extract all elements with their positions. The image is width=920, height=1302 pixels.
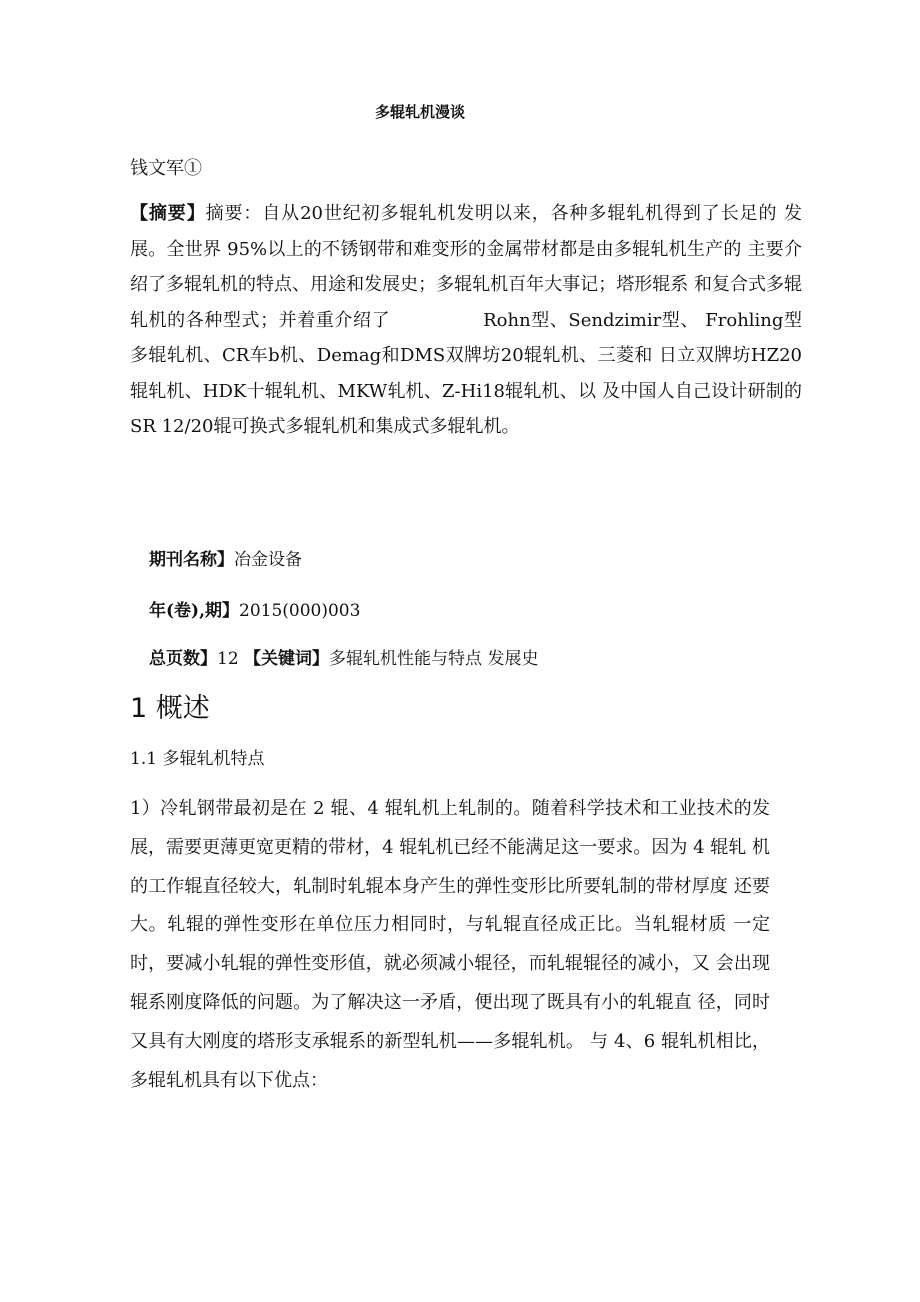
journal-value: 冶金设备 xyxy=(234,550,302,570)
document-title: 多辊轧机漫谈 xyxy=(374,103,465,121)
pages-label: 总页数】 xyxy=(149,649,217,669)
body-paragraph: 1）冷轧钢带最初是在 2 辊、4 辊轧机上轧制的。随着科学技术和工业技术的发展，需要更薄更宽更精的带材，4 辊轧机已经不能满足这一要求。因为 4 辊轧 机的工作辊直径较大，轧制时轧辊本身产生的弹性变形比所要轧制的带材厚度 还要大。轧辊的弹性变形在单位压力相同时，与轧辊直径成正比。当轧辊材质 一定时，要减小轧辊的弹性变形值，就必须减小辊径，而轧辊辊径的减小，又 会出现辊系刚度降低的问题。为了解决这一矛盾，便出现了既具有小的轧辊直 径，同时又具有大刚度的塔形支承辊系的新型轧机——多辊轧机。 与 4、6 辊轧机相比，多辊轧机具有以下优点： xyxy=(130,798,770,1091)
issue-line xyxy=(149,596,360,621)
abstract-label: 【摘要】 xyxy=(130,203,206,224)
section-heading: 1 概述 xyxy=(130,693,210,724)
abstract-text: 摘要：自从20世纪初多辊轧机发明以来，各种多辊轧机得到了长足的 发展。全世界 95%以上的不锈钢带和难变形的金属带材都是由多辊轧机生产的 主要介绍了多辊轧机的特点、用途和发展史；多辊轧机百年大事记；塔形辊系 和复合式多辊轧机的各种型式；并着重介绍了 Rohn型、Sendzimir型、 Frohling型多辊轧机、CR车b机、Demag和DMS双牌坊20辊轧机、三菱和 日立双牌坊HZ20辊轧机、HDK十辊轧机、MKW轧机、Z-Hi18辊轧机、以 及中国人自己设计研制的SR 12/20辊可换式多辊轧机和集成式多辊轧机。 xyxy=(130,203,803,437)
pages-keywords-line xyxy=(149,644,538,669)
issue-value: 2015(000)003 xyxy=(239,601,361,621)
author-name: 钱文军① xyxy=(130,158,202,179)
keywords-label: 【关键词】 xyxy=(244,649,330,669)
keywords-value: 多辊轧机性能与特点 发展史 xyxy=(329,649,539,669)
journal-label: 期刊名称】 xyxy=(149,550,234,570)
journal-line xyxy=(149,545,302,570)
issue-label: 年(卷),期】 xyxy=(149,601,240,621)
subsection-heading: 1.1 多辊轧机特点 xyxy=(130,749,265,769)
abstract-block xyxy=(130,196,802,445)
pages-value: 12 xyxy=(217,649,239,669)
